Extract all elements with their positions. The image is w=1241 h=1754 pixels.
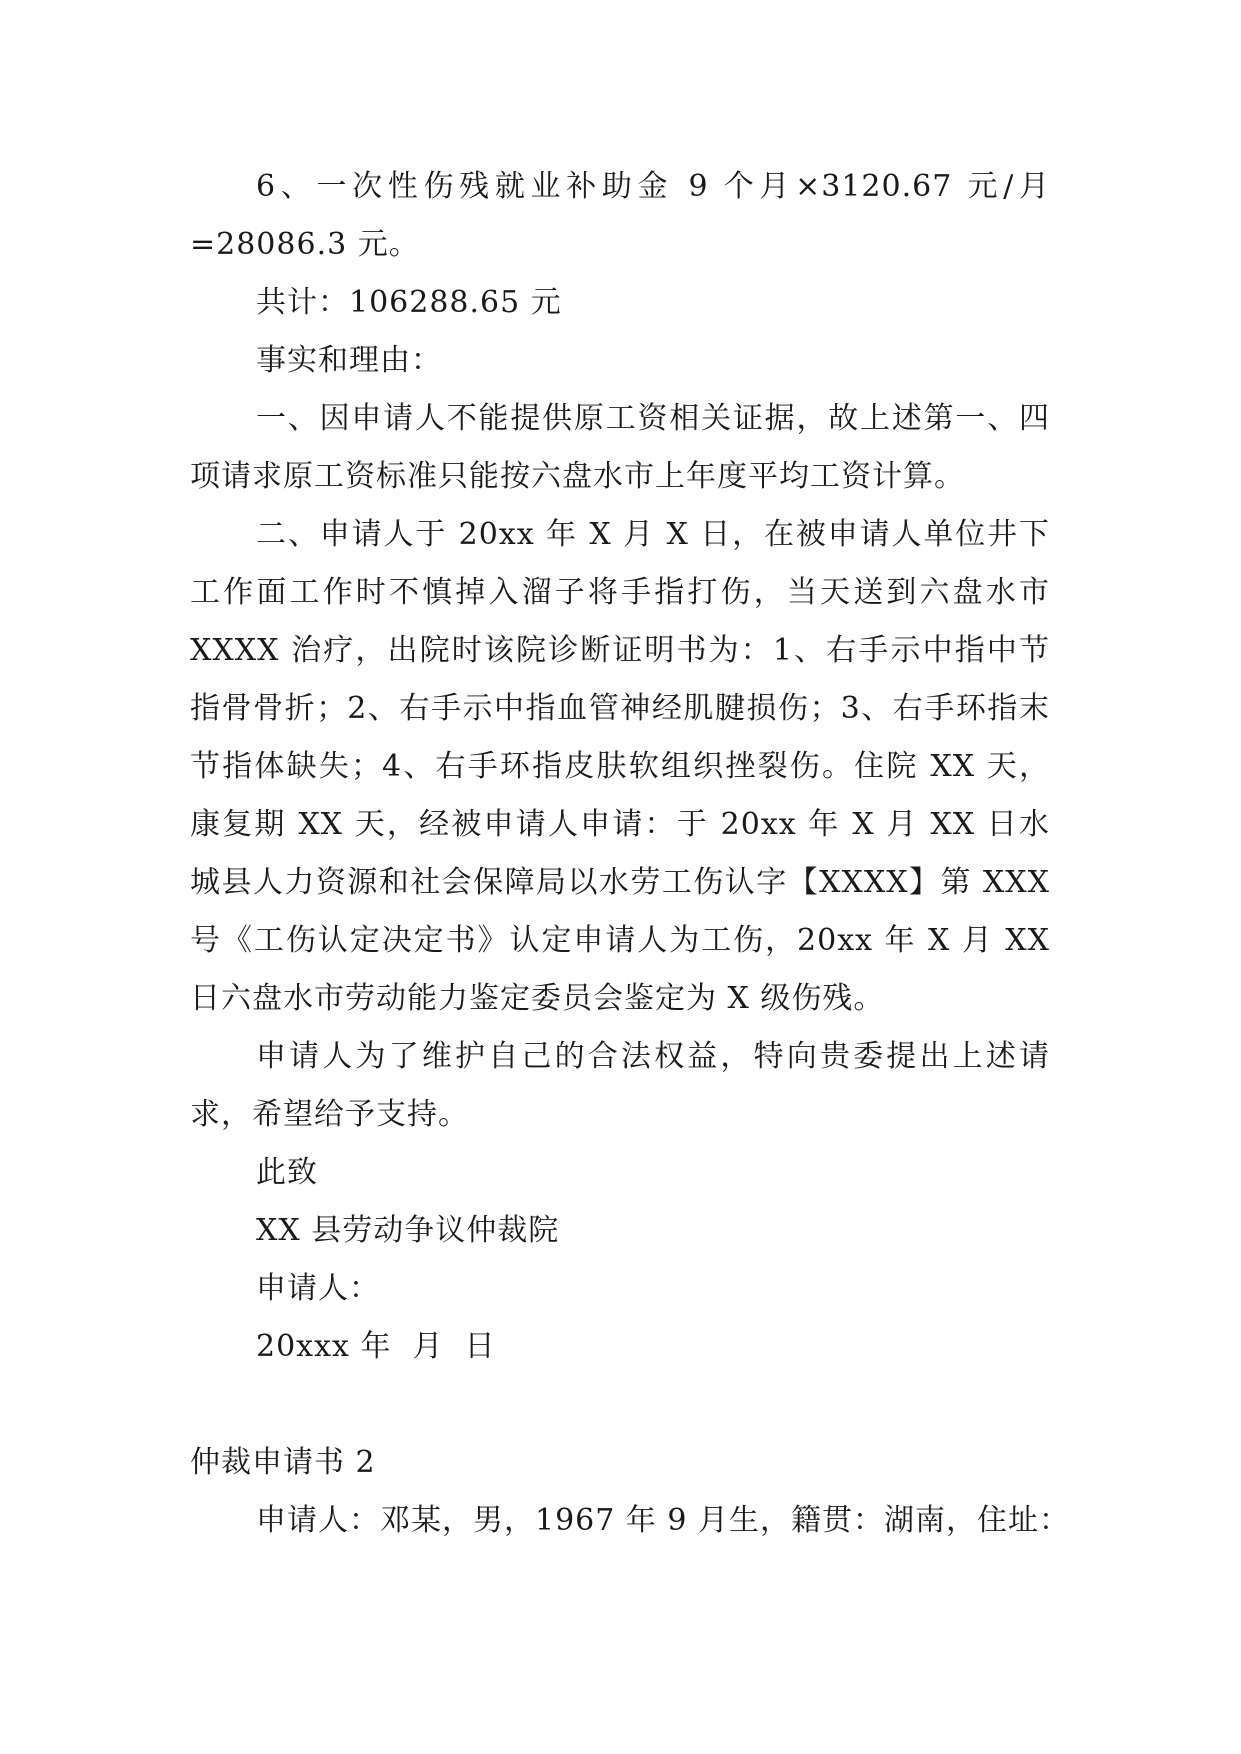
- paragraph-total: 共计：106288.65 元: [256, 285, 562, 320]
- paragraph-facts-heading: 事实和理由：: [256, 343, 442, 378]
- paragraph-subsidy-item: 6、一次性伤残就业补助金 9 个月×3120.67 元/月=28086.3 元。: [190, 169, 1050, 262]
- closing-applicant-label: 申请人：: [256, 1271, 380, 1306]
- document-body: [190, 158, 1071, 1550]
- paragraph-request: 申请人为了维护自己的合法权益，特向贵委提出上述请求，希望给予支持。: [190, 1039, 1050, 1132]
- next-document-title: 仲裁申请书 2: [190, 1445, 376, 1480]
- paragraph-fact-two: 二、申请人于 20xx 年 X 月 X 日，在被申请人单位井下工作面工作时不慎掉入溜子将手指打伤，当天送到六盘水市 XXXX 治疗，出院时该院诊断证明书为：1、右手示中指中节指骨骨折；2、右手示中指血管神经肌腱损伤；3、右手环指末节指体缺失；4、右手环指皮肤软组织挫裂伤。住院 XX 天，康复期 XX 天，经被申请人申请：于 20xx 年 X 月 XX 日水城县人力资源和社会保障局以水劳工伤认字【XXXX】第 XXX 号《工伤认定决定书》认定申请人为工伤，20xx 年 X 月 XX 日六盘水市劳动能力鉴定委员会鉴定为 X 级伤残。: [190, 517, 1050, 1016]
- closing-salutation: 此致: [256, 1155, 318, 1190]
- paragraph-fact-one: 一、因申请人不能提供原工资相关证据，故上述第一、四项请求原工资标准只能按六盘水市上年度平均工资计算。: [190, 401, 1050, 494]
- section-gap: [190, 1376, 1050, 1434]
- closing-date: 20xxx 年 月 日: [256, 1329, 496, 1364]
- next-document-first-line: 申请人：邓某，男，1967 年 9 月生，籍贯：湖南，住址：: [256, 1503, 1071, 1538]
- closing-recipient: XX 县劳动争议仲裁院: [256, 1213, 560, 1248]
